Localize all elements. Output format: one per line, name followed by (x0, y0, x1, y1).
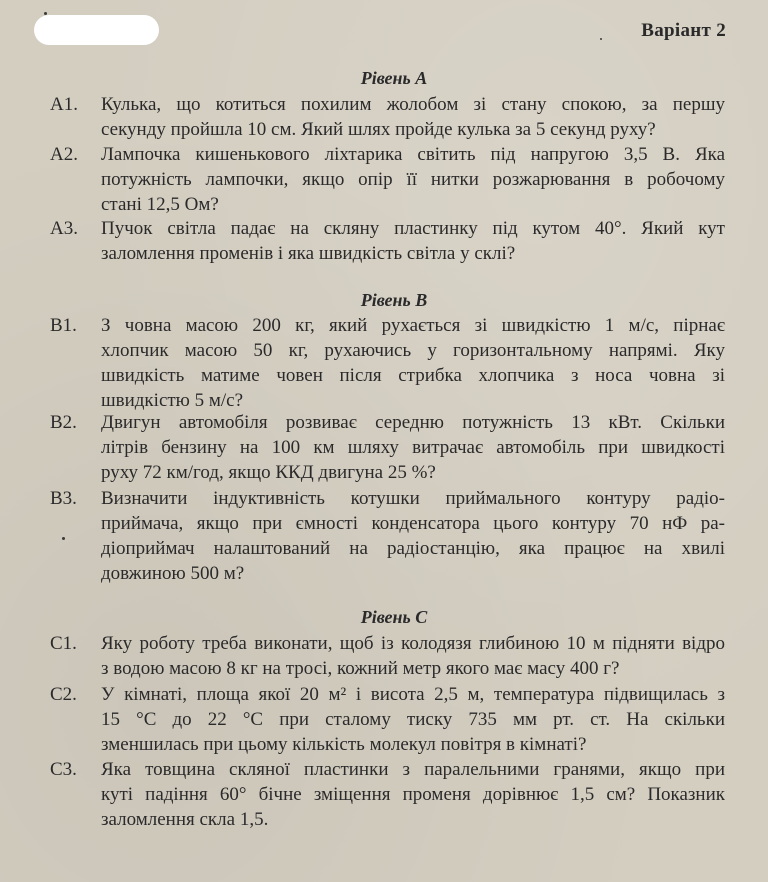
task-text: Двигун автомобіля розвиває середню потужність 13 кВт. Скільки літрів бензину на 100 км шляху витрачає автомобіль при швидкості руху 72 км/год, якщо ККД двигуна 25 %? (101, 412, 725, 483)
task-text: Визначити індуктивність котушки приймального контуру радіо- приймача, якщо при ємності конденсатора цього контуру 70 нФ ра- діоприймач налаштований на радіостанцію, яка працює на хвилі довжиною 500 м? (101, 488, 725, 584)
task-text: Яку роботу треба виконати, щоб із колодязя глибиною 10 м підняти відро з водою масою 8 кг на тросі, кожний метр якого має масу 400 г? (101, 633, 725, 679)
speck (44, 12, 47, 15)
task-text: Яка товщина скляної пластинки з паралельними гранями, якщо при куті падіння 60° бічне зміщення променя дорівнює 1,5 см? Показник заломлення скла 1,5. (101, 759, 725, 830)
task-number: А2. (50, 144, 78, 165)
task-text: Лампочка кишенькового ліхтарика світить під напругою 3,5 В. Яка потужність лампочки, якщо опір її нитки розжарювання в робочому стані 12,5 Ом? (101, 144, 725, 215)
task-number: А3. (50, 218, 78, 239)
task-text: Пучок світла падає на скляну пластинку під кутом 40°. Який кут заломлення променів і яка швидкість світла у склі? (101, 218, 725, 264)
speck (600, 38, 602, 40)
task-text: З човна масою 200 кг, який рухається зі швидкістю 1 м/с, пірнає хлопчик масою 50 кг, рухаючись у горизонтальному напрямі. Яку швидкість матиме човен після стрибка хлопчика з носа човна зі швидкістю 5 м/с? (101, 315, 725, 411)
task-number: А1. (50, 94, 78, 115)
task-number: В1. (50, 315, 77, 336)
variant-title: Варіант 2 (641, 20, 726, 41)
section-heading-level-a: Рівень А (360, 68, 428, 88)
task-number: С3. (50, 759, 77, 780)
task-text: Кулька, що котиться похилим жолобом зі стану спокою, за першу секунду пройшла 10 см. Який шлях пройде кулька за 5 секунд руху? (101, 94, 725, 140)
task-number: В2. (50, 412, 77, 433)
redacted-area (34, 15, 159, 45)
task-number: С1. (50, 633, 77, 654)
task-number: С2. (50, 684, 77, 705)
speck (62, 537, 65, 540)
section-heading-level-c: Рівень С (360, 607, 428, 627)
task-text: У кімнаті, площа якої 20 м² і висота 2,5 м, температура підвищилась з 15 °С до 22 °С при сталому тиску 735 мм рт. ст. На скільки зменшилась при цьому кількість молекул повітря в кімнаті? (101, 684, 725, 755)
section-heading-level-b: Рівень В (360, 290, 428, 310)
task-number: В3. (50, 488, 77, 509)
